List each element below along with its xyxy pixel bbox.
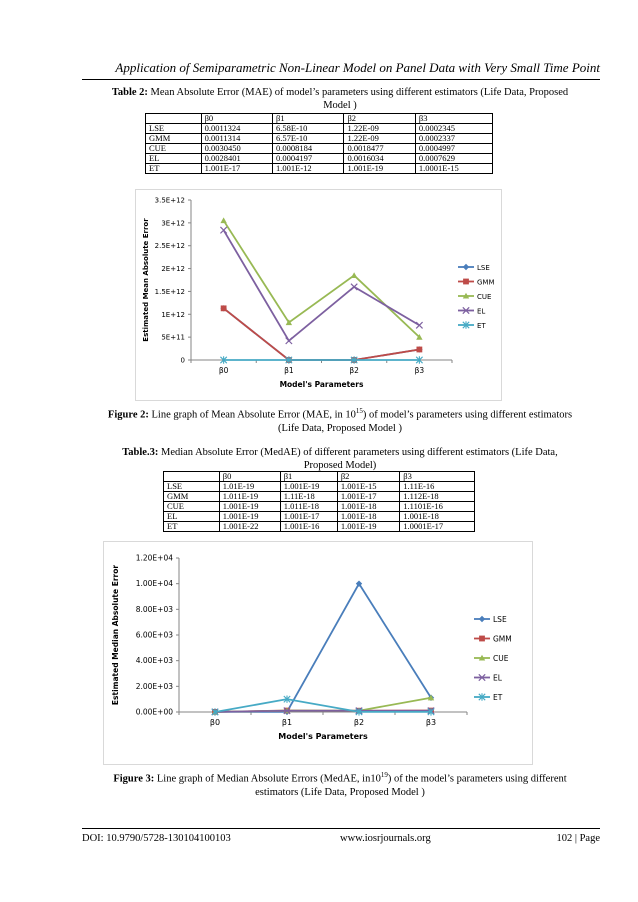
table-cell: 0.0004197: [273, 154, 344, 164]
legend-entry: [458, 307, 485, 315]
table-header-cell: β2: [344, 114, 415, 124]
y-axis-title: Estimated Median Absolute Error: [111, 564, 120, 706]
table-header-cell: [146, 114, 202, 124]
table-row: [164, 512, 475, 522]
table-cell: 0.0008184: [273, 144, 344, 154]
table-cell: 0.0011324: [201, 124, 272, 134]
x-tick-label: β1: [281, 718, 293, 727]
x-tick-label: β1: [284, 366, 294, 375]
table-row: [146, 164, 493, 174]
legend-label: LSE: [477, 264, 490, 272]
table-cell: 1.1101E-16: [400, 502, 475, 512]
table-cell: 1.001E-22: [219, 522, 280, 532]
series-cue: [220, 217, 422, 339]
legend-entry: [458, 321, 486, 330]
table-cell: GMM: [164, 492, 220, 502]
y-tick-label: 3E+12: [161, 219, 185, 228]
figure2-svg: [136, 190, 501, 400]
x-tick-label: β3: [414, 366, 425, 375]
table-cell: 0.0028401: [201, 154, 272, 164]
legend-entry: [458, 264, 490, 272]
table-header-cell: β3: [415, 114, 492, 124]
y-tick-label: 0: [180, 356, 185, 365]
table3-caption-text-2: Proposed Model): [303, 460, 377, 471]
legend-label: CUE: [493, 654, 509, 663]
table-cell: 1.001E-19: [344, 164, 415, 174]
table-header-cell: β1: [280, 472, 337, 482]
legend-entry: [474, 654, 509, 663]
x-tick-label: β2: [349, 366, 359, 375]
footer-doi: DOI: 10.9790/5728-130104100103: [82, 833, 231, 844]
table-row: [164, 492, 475, 502]
legend-label: ET: [477, 322, 486, 330]
legend-label: GMM: [477, 278, 495, 287]
figure3-caption-label: Figure 3:: [113, 773, 155, 785]
table-cell: 1.001E-16: [280, 522, 337, 532]
y-tick-label: 2.00E+03: [135, 681, 173, 691]
table-cell: 0.0011314: [201, 134, 272, 144]
table2: [145, 113, 493, 174]
table-cell: 0.0002345: [415, 124, 492, 134]
table-cell: 1.001E-17: [337, 492, 399, 502]
series-line: [215, 584, 431, 712]
table-cell: 0.0002337: [415, 134, 492, 144]
table-cell: 6.57E-10: [273, 134, 344, 144]
table-cell: 6.58E-10: [273, 124, 344, 134]
table-header-cell: β3: [400, 472, 475, 482]
data-point: [221, 305, 227, 311]
legend-entry: [474, 674, 503, 683]
figure3-caption-sup: 19: [380, 771, 388, 779]
table2-caption-text: Mean Absolute Error (MAE) of model’s parameters using different estimators (Life Data, Proposed: [150, 87, 569, 98]
y-tick-label: 2E+12: [161, 265, 185, 274]
y-tick-label: 2.5E+12: [154, 242, 185, 251]
table-row: [146, 134, 493, 144]
table-cell: 1.001E-18: [337, 502, 399, 512]
series-el: [220, 227, 422, 344]
legend-entry: [474, 693, 503, 702]
table-cell: 0.0016034: [344, 154, 415, 164]
table-row: [164, 502, 475, 512]
table-cell: ET: [164, 522, 220, 532]
figure3-caption-line2: estimators (Life Data, Proposed Model ): [255, 786, 425, 798]
legend-marker: [479, 616, 485, 622]
table-row: [146, 144, 493, 154]
x-tick-label: β3: [425, 718, 437, 727]
legend-label: EL: [493, 673, 502, 683]
legend-marker: [479, 636, 485, 642]
table-cell: 1.001E-19: [337, 522, 399, 532]
y-tick-label: 4.00E+03: [135, 656, 173, 666]
figure3-caption-post: ) of the model’s parameters using different: [387, 773, 567, 785]
figure2-caption-line2: (Life Data, Proposed Model ): [278, 422, 402, 434]
table-cell: 1.001E-18: [337, 512, 399, 522]
data-point: [286, 338, 292, 344]
table-cell: 0.0030450: [201, 144, 272, 154]
table-cell: 1.112E-18: [400, 492, 475, 502]
figure2-caption-post: ) of model’s parameters using different estimators: [362, 409, 573, 421]
table-cell: 1.001E-19: [280, 482, 337, 492]
table-cell: 1.001E-15: [337, 482, 399, 492]
legend-label: CUE: [477, 293, 492, 301]
data-point: [416, 322, 422, 328]
table-cell: EL: [164, 512, 220, 522]
table-cell: 1.01E-19: [219, 482, 280, 492]
table-cell: 1.11E-16: [400, 482, 475, 492]
table-cell: 1.001E-18: [400, 512, 475, 522]
y-axis-title: Estimated Mean Absolute Error: [142, 218, 150, 342]
y-tick-label: 6.00E+03: [135, 630, 173, 640]
table-cell: 0.0004997: [415, 144, 492, 154]
table-row: [164, 482, 475, 492]
figure2-caption-label: Figure 2:: [107, 409, 149, 421]
legend-entry: [458, 293, 491, 301]
table-header-cell: β0: [219, 472, 280, 482]
table-header-row: [164, 472, 475, 482]
table-header-cell: [164, 472, 220, 482]
data-point: [220, 227, 226, 233]
figure3-caption: [80, 769, 600, 799]
figure3-chart: [103, 541, 533, 765]
legend-label: EL: [477, 307, 486, 316]
legend-entry: [474, 635, 512, 644]
y-tick-label: 8.00E+03: [135, 604, 173, 614]
table-cell: GMM: [146, 134, 202, 144]
y-tick-label: 1E+12: [161, 310, 185, 319]
table-cell: 1.0001E-15: [415, 164, 492, 174]
table-cell: 0.0007629: [415, 154, 492, 164]
table-cell: CUE: [164, 502, 220, 512]
table-cell: ET: [146, 164, 202, 174]
table-cell: LSE: [164, 482, 220, 492]
table-cell: 1.22E-09: [344, 134, 415, 144]
table-cell: 1.22E-09: [344, 124, 415, 134]
series-line: [224, 308, 420, 360]
legend-entry: [474, 615, 507, 624]
x-tick-label: β2: [353, 718, 365, 727]
data-point: [416, 347, 422, 353]
legend-label: GMM: [493, 634, 512, 644]
table3-caption-text: Median Absolute Error (MedAE) of different parameters using different estimators (Life Data,: [160, 447, 558, 458]
figure3-caption-pre: Line graph of Median Absolute Errors (MedAE, in10: [156, 773, 381, 785]
table-cell: CUE: [146, 144, 202, 154]
table-cell: 1.001E-17: [201, 164, 272, 174]
legend-label: ET: [493, 693, 503, 702]
legend-marker: [463, 264, 469, 270]
footer-rule: [82, 828, 600, 829]
legend-entry: [458, 279, 495, 287]
table-cell: 1.11E-18: [280, 492, 337, 502]
data-point: [220, 217, 226, 223]
table-cell: 1.011E-19: [219, 492, 280, 502]
table-cell: 1.001E-19: [219, 502, 280, 512]
table-row: [164, 522, 475, 532]
y-tick-label: 1.5E+12: [154, 287, 185, 296]
legend-label: LSE: [493, 615, 507, 624]
table-header-row: [146, 114, 493, 124]
table-cell: 1.011E-18: [280, 502, 337, 512]
table-cell: 1.001E-12: [273, 164, 344, 174]
series-lse: [212, 580, 434, 715]
table-row: [146, 154, 493, 164]
data-point: [351, 272, 357, 278]
y-tick-label: 3.5E+12: [154, 196, 185, 205]
figure2-caption-pre: Line graph of Mean Absolute Error (MAE, in 10: [151, 409, 356, 421]
header-rule: [82, 79, 600, 80]
figure3-svg: [104, 542, 532, 764]
table-header-cell: β1: [273, 114, 344, 124]
x-axis-title: Model's Parameters: [278, 732, 368, 741]
footer-website: www.iosrjournals.org: [340, 833, 431, 844]
y-tick-label: 5E+11: [161, 333, 185, 342]
table-cell: 1.001E-19: [219, 512, 280, 522]
table3-caption: [80, 446, 600, 472]
table-header-cell: β2: [337, 472, 399, 482]
table-header-cell: β0: [201, 114, 272, 124]
footer-page: 102 | Page: [556, 833, 600, 844]
y-tick-label: 1.20E+04: [135, 553, 173, 563]
table3-caption-label: Table.3:: [122, 447, 159, 458]
x-tick-label: β0: [209, 718, 221, 727]
figure2-caption-sup: 15: [355, 407, 363, 415]
figure2-caption: [80, 405, 600, 435]
table2-caption: [80, 86, 600, 112]
y-tick-label: 1.00E+04: [135, 579, 173, 589]
table-cell: 0.0018477: [344, 144, 415, 154]
series-line: [224, 308, 420, 360]
table2-caption-label: Table 2:: [111, 87, 148, 98]
table3: [163, 471, 475, 532]
table-cell: 1.0001E-17: [400, 522, 475, 532]
running-title: Application of Semiparametric Non-Linear Model on Panel Data with Very Small Time Point: [115, 60, 600, 75]
x-tick-label: β0: [218, 366, 229, 375]
table2-caption-text-2: Model ): [323, 100, 357, 111]
series-line: [224, 230, 420, 341]
table-cell: 1.001E-17: [280, 512, 337, 522]
legend-marker: [463, 279, 469, 285]
x-axis-title: Model's Parameters: [279, 380, 364, 389]
table-cell: LSE: [146, 124, 202, 134]
y-tick-label: 0.00E+00: [135, 707, 173, 717]
table-cell: EL: [146, 154, 202, 164]
data-point: [351, 284, 357, 290]
table-row: [146, 124, 493, 134]
figure2-chart: [135, 189, 502, 401]
